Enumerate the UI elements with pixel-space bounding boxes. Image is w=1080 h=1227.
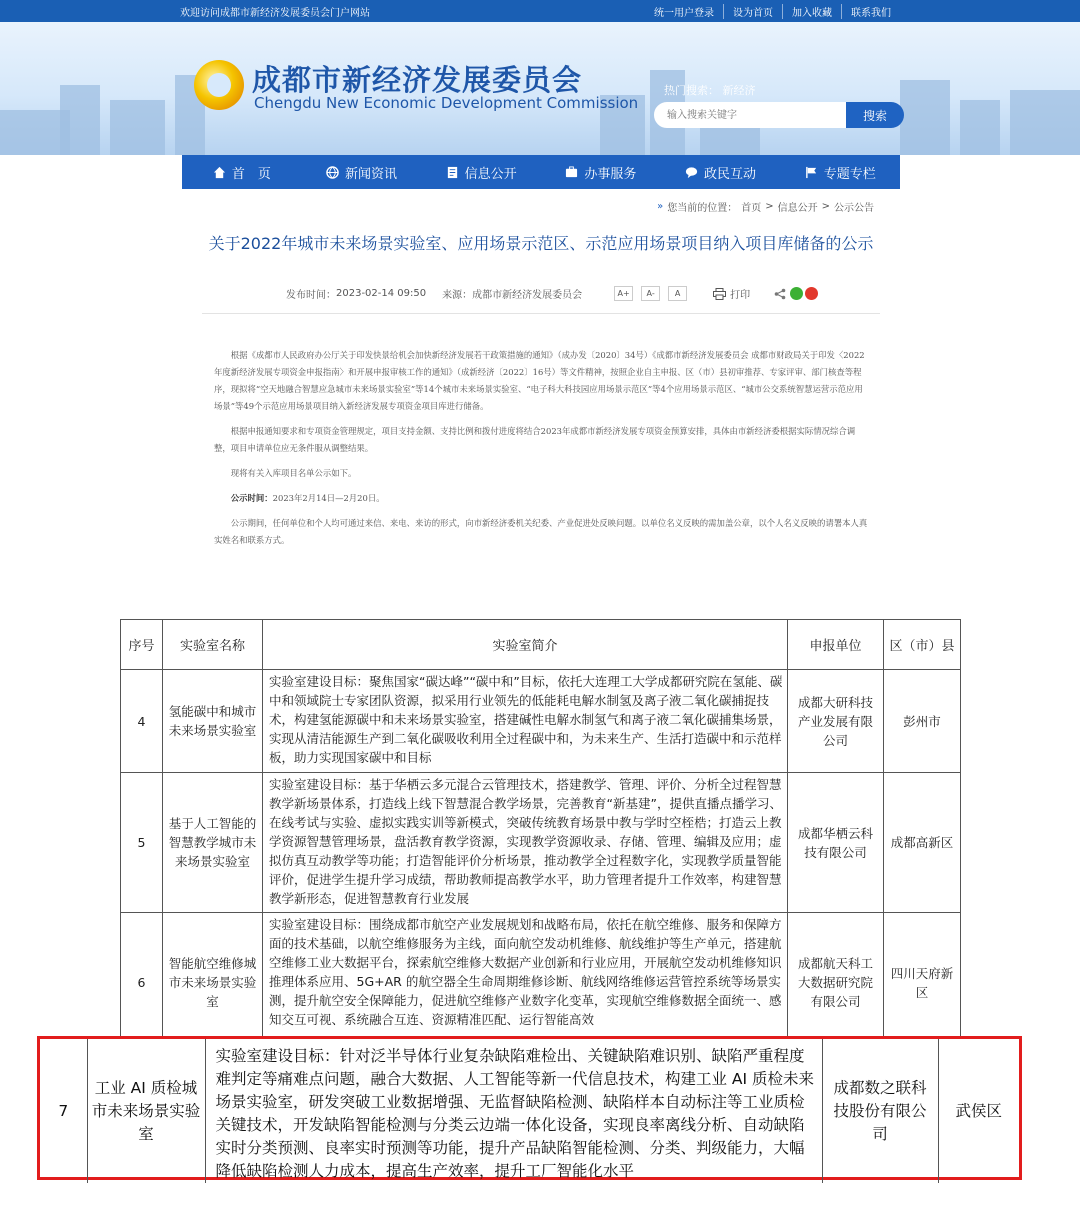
search-input[interactable] [654, 102, 846, 128]
cell-name: 智能航空维修城市未来场景实验室 [163, 913, 263, 1053]
nav-info-public[interactable] [421, 155, 541, 189]
cell-no: 7 [58, 1101, 69, 1120]
cell-no: 6 [121, 913, 163, 1053]
cell-unit: 成都华栖云科技有限公司 [788, 773, 884, 913]
highlighted-row-box [37, 1036, 1022, 1180]
col-header-intro: 实验室简介 [263, 620, 788, 670]
document-icon [446, 166, 459, 179]
table-row [121, 913, 961, 1053]
paragraph: 根据《成都市人民政府办公厅关于印发快景给机会加快新经济发展若干政策措施的通知》（成办发〔2020〕34号）《成都市新经济发展委员会 成都市财政局关于印发〈2022年度新经济发展专项资金申报指南〉和开展申报审核工作的通知》（成新经济〔2022〕16号）等文件精神，按照企业自主申报、区（市）县初审推荐、专家评审、部门核查等程序，现拟将“空天地融合智慧应急城市未来场景实验室”等14个城市未来场景实验室、“电子科大科技园应用场景示范区”等4个应用场景示范区、“城市公交系统智慧运营示范应用场景”等49个示范应用场景项目纳入新经济发展专项资金项目库进行储备。 [214, 350, 865, 411]
hot-search-term[interactable]: 新经济 [722, 84, 756, 97]
print-icon[interactable] [713, 288, 726, 300]
cell-intro: 实验室建设目标：聚焦国家“碳达峰”“碳中和”目标，依托大连理工大学成都研究院在氢能、碳中和领域院士专家团队资源，拟采用行业领先的低能耗电解水制氢及离子液二氧化碳捕捉技术，构建氢能源碳中和未来场景实验室，搭建碱性电解水制氢气和离子液二氧化碳捕集场景，实现从清洁能源生产到二氧化碳吸收利用全过程碳中和，为未来生产、生活打造碳中和示范样板，助力实现国家碳中和目标 [263, 670, 788, 773]
site-header [0, 22, 1080, 155]
font-default-button[interactable]: A [668, 286, 687, 301]
nav-label: 专题专栏 [823, 166, 876, 182]
chat-icon [685, 166, 698, 179]
cell-district: 彭州市 [884, 670, 961, 773]
publish-time: 2023-02-14 09:50 [336, 288, 427, 299]
cell-no: 4 [121, 670, 163, 773]
home-icon [213, 166, 226, 179]
col-header-no: 序号 [121, 620, 163, 670]
chevron-double-icon: » [657, 201, 664, 212]
logo-icon[interactable] [194, 60, 244, 110]
table-row-highlight [40, 1039, 1019, 1183]
hot-search [664, 82, 756, 98]
cell-name: 氢能碳中和城市未来场景实验室 [163, 670, 263, 773]
cell-intro: 实验室建设目标：基于华栖云多元混合云管理技术，搭建教学、管理、评价、分析全过程智慧教学新场景体系，打造线上线下智慧混合教学场景，完善教育“新基建”，提供直播点播学习、在线考试与实验、虚拟实践实训等新模式，突破传统教育场景中教与学时空桎梏；打造云上教学资源智慧管理场景，盘活教育教学资源，实现教学资源收录、存储、管理、编辑及应用；虚拟仿真互动教学等功能；打造智能评价分析场景，推动教学全过程数字化，实现教学质量智能评价，促进学生提升学习成绩，帮助教师提高教学水平，助力管理者提升工作效率，构建智慧教学新形态，促进智慧教育行业发展 [263, 773, 788, 913]
nav-label: 办事服务 [584, 166, 637, 182]
period-label: 公示时间： [230, 493, 273, 503]
search-box [654, 102, 904, 128]
contact-link[interactable]: 联系我们 [841, 4, 900, 19]
project-table [120, 619, 961, 1053]
nav-news[interactable] [302, 155, 422, 189]
nav-home[interactable] [182, 155, 302, 189]
cell-name: 基于人工智能的智慧教学城市未来场景实验室 [163, 773, 263, 913]
search-button[interactable]: 搜索 [846, 102, 904, 128]
col-header-unit: 申报单位 [788, 620, 884, 670]
article-title: 关于2022年城市未来场景实验室、应用场景示范区、示范应用场景项目纳入项目库储备的公示 [208, 234, 874, 253]
welcome-text: 欢迎访问成都市新经济发展委员会门户网站 [180, 7, 370, 19]
source-label: 来源： [442, 290, 473, 301]
breadcrumb-sep: > [765, 201, 774, 212]
table-row [121, 670, 961, 773]
cell-no: 5 [121, 773, 163, 913]
nav-label: 政民互动 [704, 166, 757, 182]
top-links [645, 4, 900, 19]
font-smaller-button[interactable]: A- [641, 286, 660, 301]
paragraph-period [214, 490, 870, 507]
font-larger-button[interactable]: A+ [614, 286, 633, 301]
breadcrumb-label: 您当前的位置： [667, 203, 738, 214]
nav-topics[interactable] [780, 155, 900, 189]
hot-search-label: 热门搜索： [664, 84, 719, 97]
table-header-row [121, 620, 961, 670]
nav-label: 信息公开 [464, 166, 517, 182]
divider [202, 313, 880, 314]
cell-district: 成都高新区 [884, 773, 961, 913]
table-row [121, 773, 961, 913]
breadcrumb-info-public[interactable]: 信息公开 [777, 203, 818, 214]
paragraph: 公示期间，任何单位和个人均可通过来信、来电、来访的形式，向市新经济委机关纪委、产业促进处反映问题。以单位名义反映的需加盖公章，以个人名义反映的请署本人真实姓名和联系方式。 [214, 518, 868, 545]
cell-name: 工业 AI 质检城市未来场景实验室 [87, 1039, 205, 1183]
cell-unit: 成都数之联科技股份有限公司 [822, 1039, 938, 1183]
article-body [214, 347, 870, 557]
org-name-cn[interactable]: 成都市新经济发展委员会 [252, 63, 583, 97]
article-meta [286, 286, 818, 301]
cell-district: 武侯区 [938, 1039, 1019, 1183]
login-link[interactable]: 统一用户登录 [654, 7, 714, 19]
set-homepage-link[interactable]: 设为首页 [723, 4, 782, 19]
add-favorite-link[interactable]: 加入收藏 [782, 4, 841, 19]
cell-unit: 成都航天科工大数据研究院有限公司 [788, 913, 884, 1053]
nav-label: 新闻资讯 [345, 166, 398, 182]
cell-unit: 成都大研科技产业发展有限公司 [788, 670, 884, 773]
org-name-en: Chengdu New Economic Development Commission [254, 94, 639, 112]
service-icon [565, 166, 578, 179]
col-header-name: 实验室名称 [163, 620, 263, 670]
article-card [182, 189, 900, 593]
highlighted-row-table [40, 1039, 1019, 1183]
period-value: 2023年2月14日—2月20日。 [272, 493, 385, 503]
flag-icon [805, 166, 818, 179]
wechat-icon[interactable] [790, 287, 803, 300]
breadcrumb-sep: > [821, 201, 830, 212]
nav-label: 首 页 [231, 166, 271, 182]
paragraph: 现将有关入库项目名单公示如下。 [230, 468, 357, 478]
breadcrumb-notices[interactable]: 公示公告 [834, 203, 874, 214]
print-label[interactable]: 打印 [730, 290, 751, 301]
top-bar [0, 0, 1080, 22]
breadcrumb-home[interactable]: 首页 [741, 203, 762, 214]
paragraph: 根据申报通知要求和专项资金管理规定，项目支持金额、支持比例和拨付进度将结合2023年成都市新经济发展专项资金预算安排，具体由市新经济委根据实际情况综合调整，项目申请单位应无条件服从调整结果。 [214, 426, 856, 453]
cell-district: 四川天府新区 [884, 913, 961, 1053]
nav-services[interactable] [541, 155, 661, 189]
nav-interaction[interactable] [661, 155, 781, 189]
cell-intro: 实验室建设目标：针对泛半导体行业复杂缺陷难检出、关键缺陷难识别、缺陷严重程度难判定等痛难点问题，融合大数据、人工智能等新一代信息技术，构建工业 AI 质检未来场景实验室，研发突破工业数据增强、无监督缺陷检测、缺陷样本自动标注等工业质检关键技术，开发缺陷智能检测与分类云边端一体化设备，实现良率离线分析、自动缺陷实时分类预测、良率实时预测等功能，提升产品缺陷智能检测、分类、判级能力，大幅降低缺陷检测人力成本，提高生产效率，提升工厂智能化水平 [205, 1039, 822, 1183]
publish-label: 发布时间： [286, 290, 336, 301]
source: 成都市新经济发展委员会 [472, 290, 583, 301]
globe-icon [326, 166, 339, 179]
cell-intro: 实验室建设目标：围绕成都市航空产业发展规划和战略布局，依托在航空维修、服务和保障方面的技术基础，以航空维修服务为主线，面向航空发动机维修、航线维护等生产单元，搭建航空维修工业大数据平台，探索航空维修大数据产业创新和行业应用，开展航空发动机维修知识推理体系应用、5G+AR 的航空器全生命周期维修诊断、航线网络维修运营管控系统等场景实测，提升航空安全保障能力，促进航空维修产业数字化变革，实现航空维修数据全面统一、感知交互可视、系统融合互连、资源精准匹配、运行智能高效 [263, 913, 788, 1053]
share-icon[interactable] [774, 288, 786, 300]
main-nav [182, 155, 900, 189]
col-header-district: 区（市）县 [884, 620, 961, 670]
weibo-icon[interactable] [805, 287, 818, 300]
breadcrumb [657, 199, 874, 214]
